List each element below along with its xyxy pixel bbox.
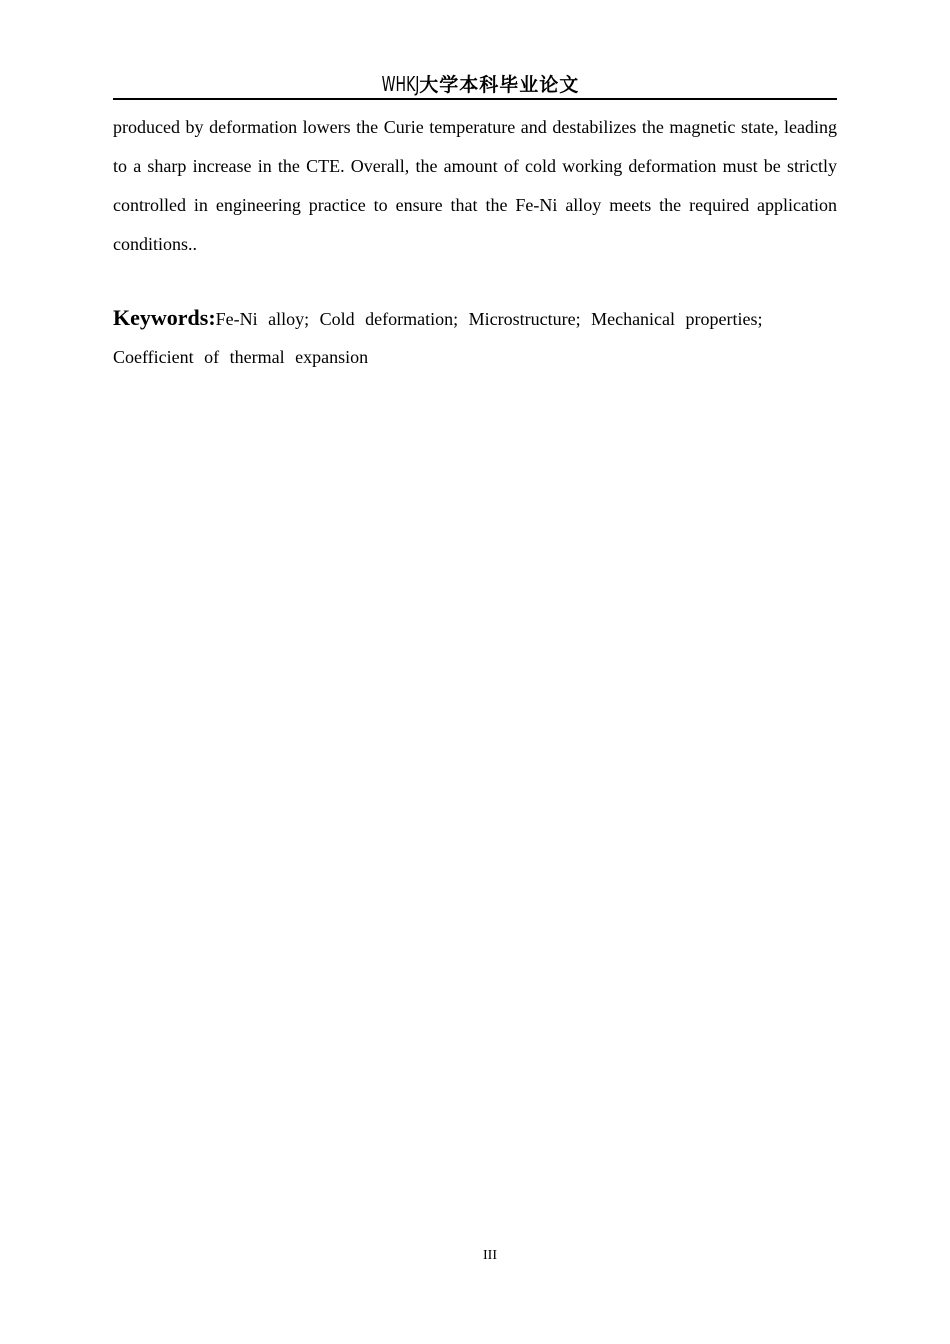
running-header (113, 70, 837, 98)
keywords-text: Fe-Ni alloy; Cold deformation; Microstructure; Mechanical properties; Coefficient of thermal expansion (113, 309, 763, 367)
keywords-label: Keywords: (113, 305, 216, 330)
header-code: WHKJ (381, 72, 420, 96)
page-number: III (483, 1248, 497, 1263)
header-rule (113, 98, 837, 100)
keywords-paragraph (113, 299, 837, 376)
header-title: 大学本科毕业论文 (419, 74, 580, 96)
abstract-paragraph: produced by deformation lowers the Curie temperature and destabilizes the magnetic state, leading to a sharp increase in the CTE. Overall, the amount of cold working deformation must be strictly controlled in engineering practice to ensure that the Fe-Ni alloy meets the required application conditions.. (113, 117, 837, 254)
